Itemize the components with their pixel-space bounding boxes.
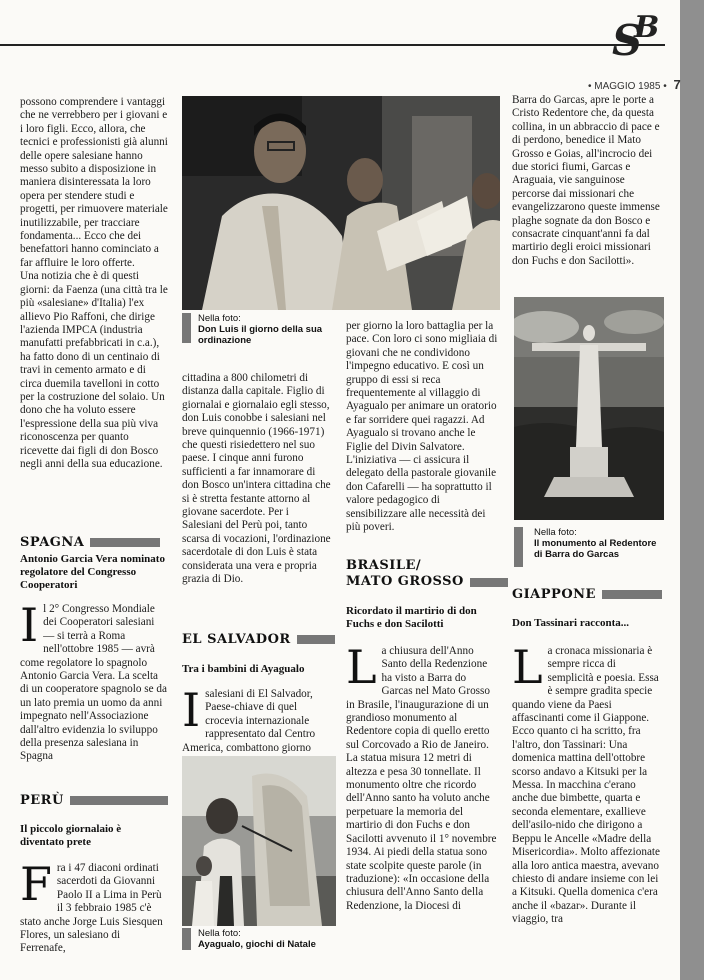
spagna-dropcap: I [20,598,39,652]
caption-description: Il monumento al Redentore di Barra do Garcas [534,538,657,560]
spagna-subhead: Antonio Garcia Vera nominato regolatore del Congresso Cooperatori [20,553,165,591]
ordination-photo-image [182,96,500,310]
caption-bar [514,527,523,567]
brasile-body-p2: La statua misura 12 metri di altezza e pesa 30 tonnellate. Il monumento oltre che ricordo dell'Anno santo ha voluto anche perpetuare la memoria del martirio di don Fuchs e don Sacilotti avvenuto il 1° novembre 1934. Ai piedi della statua sono state scolpite queste parole (in traduzione): «In occasione della chiusura dell'Anno Santo della Redenzione, la Diocesi di [346,752,497,912]
ordination-caption-text [198,313,340,346]
brasile-heading-line2-wrap [346,574,508,590]
page-folio [588,77,681,92]
page-number: 7 [673,77,681,92]
elsalvador-subhead: Tra i bambini di Ayagualo [182,663,305,675]
giappone-heading [512,587,662,602]
elsalvador-body [182,683,336,755]
caption-bar [182,928,191,950]
brasile-body-text: a chiusura dell'Anno Santo della Redenzione ha visto a Barra do Garcas nel Mato Grosso in Brasile, l'inaugurazione di un grandioso monumento al Redentore copia di quello eretto sul Corcovado a Rio de Janeiro. [346,645,490,751]
heading-bar [470,578,508,587]
spagna-body [20,598,168,764]
giappone-body [512,640,664,927]
redentore-photo-image [514,297,664,520]
col1-text [20,96,168,471]
brasile-dropcap: L [346,640,377,694]
caption-description: Don Luis il giorno della sua ordinazione [198,324,323,346]
ordination-caption [182,313,340,351]
heading-bar [70,796,168,805]
peru-dropcap: F [20,857,52,911]
issue-date: • MAGGIO 1985 • [588,81,667,92]
giappone-body-p1 [512,640,664,725]
peru-continued: cittadina a 800 chilometri di distanza dalla capitale. Figlio di giornalai e giornalaio egli stesso, don Luis conobbe i salesiani nel breve quinquennio (1966-1971) che questi risiedettero nel suo paese. I cinque anni furono sufficienti a far innamorare di don Bosco un'intera cittadina che si è stretta festante attorno al giovane sacerdote. Per i Salesiani del Perù poi, tanto scarsa di vocazioni, l'ordinazione sacerdotale di don Luis è stata considerata una vera e propria grazia di Dio. [182,372,331,586]
redentore-caption-text [534,527,664,560]
peru-subhead: Il piccolo giornalaio è diventato prete [20,823,122,848]
brasile-body [346,640,498,913]
logo-letter-b: B [634,10,660,45]
spagna-heading [20,535,160,550]
logo-letter-s: S [612,16,643,65]
elsalvador-dropcap: I [182,683,201,737]
heading-bar [297,635,335,644]
heading-bar [90,538,160,547]
ordination-photo [182,96,500,310]
brasile-heading [346,558,508,590]
spagna-heading-text: SPAGNA [20,535,85,550]
giappone-body-text: a cronaca missionaria è sempre ricca di semplicità e poesia. Essa è sempre gradita specie quando viene da Paesi affascinanti come il Giappone. [512,645,659,725]
peru-body-text: ra i 47 diaconi ordinati sacerdoti da Giovanni Paolo II a Lima in Perù il 3 febbraio 1985 c'è stato anche Jorge Luis Siesquen Flores, un salesiano di Ferrenafe, [20,862,163,955]
ayagualo-caption [182,928,346,954]
peru-body [20,857,168,956]
giappone-body-p2: Ecco quanto ci ha scritto, fra l'altro, don Tassinari: Una domenica mattina dell'ottobre scorso andavo a Kitsuki per la Messa. In macchina c'erano anche due bimbette, quarta e seconda elementare, exallieve dell'asilo-nido che dirigono a Beppu le Ancelle «Madre della Misericordia». Molto affezionate alla loro antica maestra, avevano chiesto di andare insieme con lei a Kitsuki. Quella domenica c'era anche il «bazar». Durante il viaggio, tra [512,725,660,926]
caption-title: Nella foto: [198,928,241,939]
caption-bar [182,313,191,343]
caption-title: Nella foto: [534,527,577,538]
caption-title: Nella foto: [198,313,241,324]
elsalvador-body-text: salesiani di El Salvador, Paese-chiave di quel crocevia internazionale rappresentato dal Centro America, combattono giorno [182,688,316,754]
elsalvador-heading [182,632,335,647]
spagna-body-text: l 2° Congresso Mondiale dei Cooperatori salesiani — si terrà a Roma nell'ottobre 1985 — avrà come regolatore lo spagnolo Antonio Garcia Vera. La scelta di un cooperatore spagnolo se da un lato premia un uomo da anni impegnato nell'Associazione dall'altro evidenzia lo sviluppo della presenza salesiana in Spagna [20,603,167,763]
brasile-heading-line2: MATO GROSSO [346,574,464,589]
peru-heading [20,793,168,808]
giappone-subhead: Don Tassinari racconta... [512,617,630,629]
caption-description: Ayagualo, giochi di Natale [198,939,316,950]
brasile-continued: Barra do Garcas, apre le porte a Cristo Redentore che, da questa collina, in un abbraccio di pace e di perdono, benedice il Mato Grosso e Goias, all'incrocio dei due storici fiumi, Garcas e Araguaia, vie sanguinose percorse dai missionari che evangelizzarono queste immense plaghe sognate da don Bosco e consacrate cinquant'anni fa dal martirio degli eroici missionari don Fuchs e don Sacilotti». [512,94,660,267]
ayagualo-caption-text [198,928,346,950]
peru-heading-text: PERÙ [20,793,64,808]
redentore-photo [514,297,664,520]
giappone-dropcap: L [512,640,543,694]
elsalvador-continued: per giorno la loro battaglia per la pace. Con loro ci sono migliaia di giovani che ne condividono l'impegno educativo. E così un gruppo di essi si reca frequentemente al villaggio di Ayagualo per animare un oratorio e far sorridere quei ragazzi. Ad Ayagualo si trovano anche le Figlie del Divin Salvatore. L'iniziativa — ci assicura il delegato della pastorale giovanile don Cafarelli — ha soprattutto il valore pedagogico di sensibilizzare alle necessità dei più poveri. [346,320,498,534]
col1-intro: possono comprendere i vantaggi che ne verrebbero per i giovani e i loro figli. Ecco, allora, che tecnici e professionisti già alunni delle opere salesiane hanno messo subito a disposizione in maniera disinteressata la loro opera per stendere studi e progetti, per rimuovere materiale inutilizzabile, per tracciare fondamenta... Ecco che dei benefattori hanno cominciato a far affluire le loro offerte. [20,96,168,269]
ayagualo-photo-image [182,756,336,926]
giappone-heading-text: GIAPPONE [512,587,596,602]
col1-intro2: Una notizia che è di questi giorni: da Faenza (una città tra le più «salesiane» d'Italia) l'ex allievo Pio Raffoni, che dirige l'azienda IMPCA (industria manufatti prefabbricati in c.a.), ha fatto dono di un centinaio di travi in cemento armato e di circa duemila tavelloni in cotto per la costruzione del solaio. Un dono che ha voluto essere l'espressione della sua più viva riconoscenza per quanto ricevette dai figli di don Bosco negli anni della sua educazione. [20,270,168,470]
elsalvador-heading-text: EL SALVADOR [182,632,291,647]
heading-bar [602,590,662,599]
redentore-caption [514,527,664,573]
brasile-heading-line1: BRASILE/ [346,558,422,573]
header-rule [0,44,665,46]
brasile-subhead: Ricordato il martirio di don Fuchs e don Sacilotti [346,605,477,630]
ayagualo-photo [182,756,336,926]
brasile-body-p1 [346,640,498,752]
page-edge-strip [680,0,704,980]
